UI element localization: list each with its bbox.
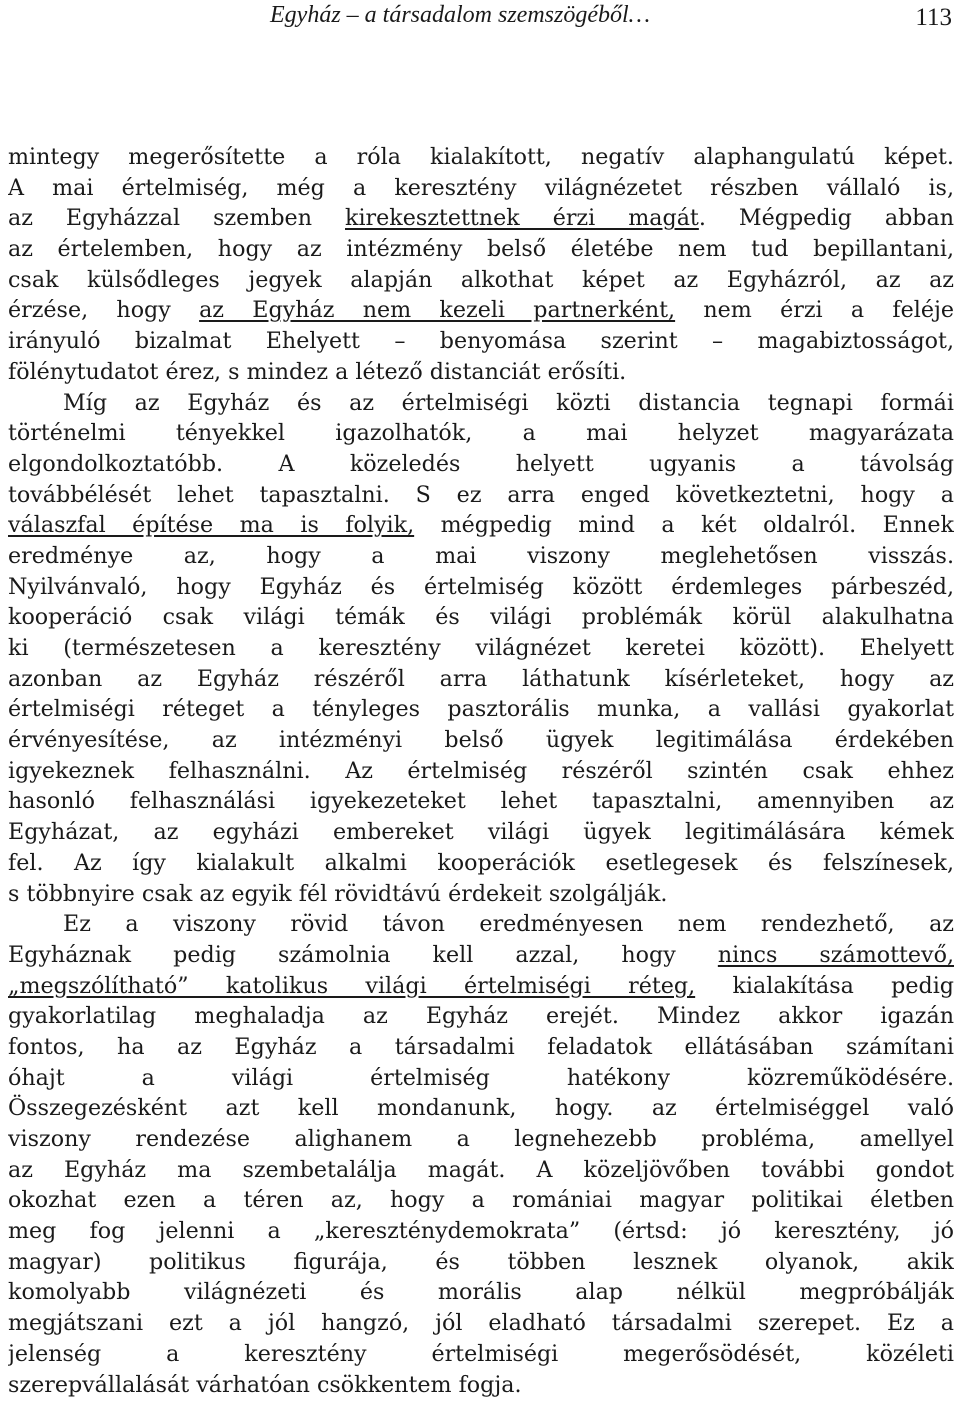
text-line: hasonló felhasználási igyekezeteket lehet tapasztalni, amennyiben az [8,788,954,815]
text-line [8,510,954,541]
text-line: érvényesítése, az intézményi belső ügyek legitimálása érdekében [8,727,954,754]
text-line: ki (természetesen a keresztény világnézet keretei között). Ehelyett [8,635,954,661]
text-line: szerepvállalását várhatóan csökkentem fogja. [8,1371,522,1398]
text-line: irányuló bizalmat Ehelyett – benyomása szerint – magabiztosságot, [8,328,954,355]
text-line: viszony rendezése alighanem a legnehezebb probléma, amellyel [8,1126,954,1152]
text-line: meg fog jelenni a „kereszténydemokrata” (értsd: jó keresztény, jó [8,1218,954,1245]
text-line: értelmiségi réteget a tényleges pasztorális munka, a vallási gyakorlat [8,696,954,723]
text-line: történelmi tényekkel igazolhatók, a mai helyzet magyarázata [8,420,954,447]
underlined-text: válaszfal építése ma is folyik, [8,512,415,539]
text-segment: kialakítása pedig [695,972,954,999]
text-line [8,203,954,234]
text-line: okozhat ezen a téren az, hogy a romániai magyar politikai életben [8,1187,954,1214]
text-segment: . Mégpedig abban [698,205,954,232]
text-segment: az Egyházzal szemben [8,205,345,232]
text-line [8,940,954,971]
text-line: Ez a viszony rövid távon eredményesen nem rendezhető, az [63,911,954,938]
body-text [8,142,954,1400]
page-number: 113 [915,4,952,31]
text-line: elgondolkoztatóbb. A közeledés helyett ugyanis a távolság [8,450,954,477]
text-line: kooperáció csak világi témák és világi problémák körül alakulhatna [8,604,954,631]
text-segment: érzése, hogy [8,297,200,324]
text-line [8,971,954,1002]
text-line: s többnyire csak az egyik fél rövidtávú érdekeit szolgálják. [8,880,668,907]
text-line: fel. Az így kialakult alkalmi kooperációk esetlegesek és felszínesek, [8,849,954,876]
text-line: óhajt a világi értelmiség hatékony közreműködésére. [8,1064,954,1091]
text-line: komolyabb világnézeti és morális alap nélkül megpróbálják [8,1279,954,1306]
text-segment: Egyháznak pedig számolnia kell azzal, hogy [8,941,718,968]
text-line: gyakorlatilag meghaladja az Egyház erejét. Mindez akkor igazán [8,1003,954,1030]
text-line: az Egyház ma szembetalálja magát. A közeljövőben további gondot [8,1156,954,1183]
underlined-text: „megszólítható” katolikus világi értelmiségi réteg, [8,972,696,999]
text-segment: nem érzi a feléje [675,297,954,324]
text-line: továbbélését lehet tapasztalni. S ez arra enged következtetni, hogy a [8,481,954,508]
underlined-text: az Egyház nem kezeli partnerként, [199,297,676,324]
text-line: mintegy megerősítette a róla kialakított, negatív alaphangulatú képet. [8,144,954,170]
underlined-text: nincs számottevő, [717,941,954,968]
text-line: megjátszani ezt a jól hangzó, jól eladható társadalmi szerepet. Ez a [8,1310,954,1337]
underlined-text: kirekesztettnek érzi magát [345,205,699,232]
text-line: eredménye az, hogy a mai viszony meglehetősen visszás. [8,542,954,569]
text-line: Egyházat, az egyházi embereket világi ügyek legitimálására kémek [8,819,954,846]
text-line: fontos, ha az Egyház a társadalmi feladatok ellátásában számítani [8,1033,954,1060]
text-line: magyar) politikus figurája, és többen lesznek olyanok, akik [8,1248,954,1275]
page-header [0,0,960,44]
text-line: azonban az Egyház részéről arra láthatunk kísérleteket, hogy az [8,665,954,692]
text-line [8,295,954,326]
text-line: igyekeznek felhasználni. Az értelmiség részéről szintén csak ehhez [8,757,954,784]
text-line: Összegezésként azt kell mondanunk, hogy. az értelmiséggel való [8,1095,954,1122]
running-title: Egyház – a társadalom szemszögéből… [270,2,651,28]
text-line: Nyilvánvaló, hogy Egyház és értelmiség között érdemleges párbeszéd, [8,573,954,600]
text-line: Míg az Egyház és az értelmiségi közti distancia tegnapi formái [63,389,954,416]
text-line: fölénytudatot érez, s mindez a létező distanciát erősíti. [8,358,627,385]
text-line: A mai értelmiség, még a keresztény világnézetet részben vállaló is, [8,174,954,201]
text-line: jelenség a keresztény értelmiségi megerősödését, közéleti [8,1340,954,1367]
text-line: csak külsődleges jegyek alapján alkothat képet az Egyházról, az az [8,266,954,293]
text-segment: mégpedig mind a két oldalról. Ennek [414,512,954,539]
text-line: az értelemben, hogy az intézmény belső életébe nem tud bepillantani, [8,236,954,263]
